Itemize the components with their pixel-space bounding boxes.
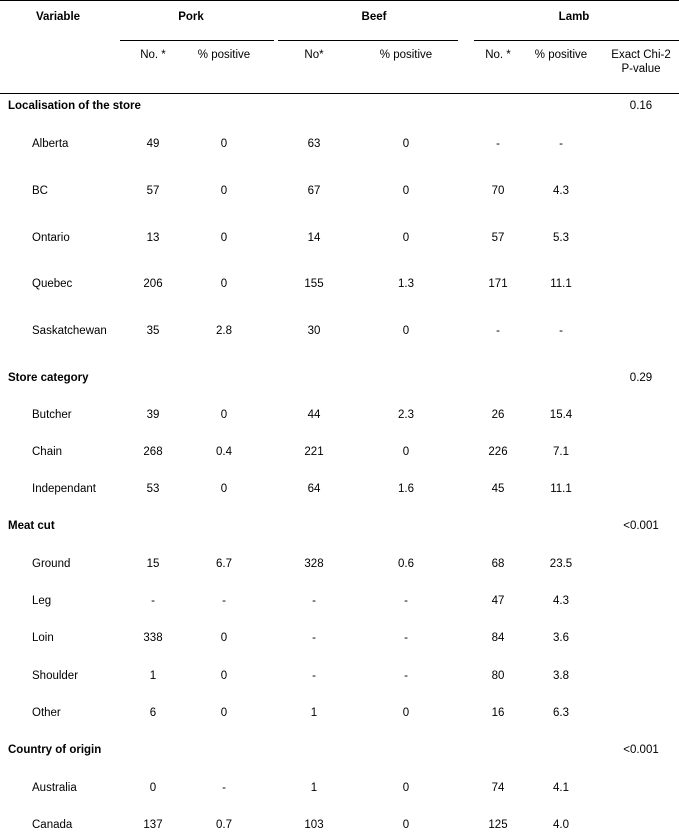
lamb-no-cell: 47 xyxy=(491,595,505,607)
section-pvalue: 0.16 xyxy=(629,100,653,112)
pork-no-cell: 57 xyxy=(146,185,160,197)
row-label: Independant xyxy=(32,483,96,495)
row-label: Butcher xyxy=(32,409,72,421)
lamb-pct-cell: 11.1 xyxy=(550,278,572,290)
beef-no-cell: 221 xyxy=(304,446,324,458)
beef-pct-cell: 0 xyxy=(402,325,410,337)
pork-no-cell: 1 xyxy=(149,670,157,682)
lamb-no-cell: 74 xyxy=(491,782,505,794)
row-label: Ontario xyxy=(32,232,70,244)
section-title: Meat cut xyxy=(8,520,55,532)
lamb-pct-cell: 3.8 xyxy=(553,670,569,682)
pork-no-cell: 137 xyxy=(143,819,163,831)
lamb-pct-cell: 23.5 xyxy=(549,558,573,570)
lamb-no-cell: 70 xyxy=(491,185,505,197)
lamb-pct-cell: 6.3 xyxy=(553,707,569,719)
pork-pct-cell: 0 xyxy=(220,232,228,244)
pork-no-cell: 6 xyxy=(149,707,157,719)
beef-pct-cell: 2.3 xyxy=(398,409,414,421)
lamb-pct-cell: 4.0 xyxy=(553,819,569,831)
lamb-no-cell: - xyxy=(496,325,500,337)
pork-pct-cell: 0 xyxy=(220,707,228,719)
beef-pct-cell: 0 xyxy=(402,138,410,150)
pork-no-cell: 13 xyxy=(146,232,160,244)
lamb-no-cell: 171 xyxy=(488,278,508,290)
beef-pct-cell: 0.6 xyxy=(398,558,414,570)
pork-pct-cell: - xyxy=(222,595,226,607)
pork-pct-header: % positive xyxy=(197,49,251,61)
beef-no-cell: 67 xyxy=(307,185,321,197)
lamb-no-cell: 68 xyxy=(491,558,505,570)
pork-no-cell: 15 xyxy=(146,558,160,570)
beef-pct-cell: 0 xyxy=(402,819,410,831)
beef-pct-header: % positive xyxy=(379,49,433,61)
beef-no-cell: 155 xyxy=(304,278,324,290)
section-title: Localisation of the store xyxy=(8,100,141,112)
lamb-pct-cell: 11.1 xyxy=(550,483,572,495)
pork-pct-cell: 0.7 xyxy=(216,819,232,831)
beef-pct-cell: 1.6 xyxy=(398,483,414,495)
pork-no-cell: 338 xyxy=(143,632,163,644)
section-pvalue: <0.001 xyxy=(623,520,659,532)
row-label: Loin xyxy=(32,632,54,644)
beef-no-cell: - xyxy=(312,670,316,682)
row-label: Leg xyxy=(32,595,52,607)
beef-no-cell: 103 xyxy=(304,819,324,831)
lamb-no-cell: 57 xyxy=(491,232,505,244)
lamb-pct-cell: 4.1 xyxy=(553,782,569,794)
beef-no-cell: 1 xyxy=(310,707,318,719)
beef-no-cell: 328 xyxy=(304,558,324,570)
lamb-no-cell: 45 xyxy=(491,483,505,495)
pork-pct-cell: 2.8 xyxy=(216,325,232,337)
beef-group-rule xyxy=(278,40,458,41)
lamb-pct-cell: 4.3 xyxy=(553,185,569,197)
lamb-pct-cell: - xyxy=(559,325,563,337)
lamb-no-header: No. * xyxy=(485,49,511,61)
row-label: BC xyxy=(32,185,48,197)
lamb-no-cell: 226 xyxy=(488,446,508,458)
row-label: Australia xyxy=(32,782,77,794)
lamb-pct-cell: 5.3 xyxy=(553,232,569,244)
header-bottom-rule xyxy=(0,93,679,94)
pork-no-cell: 0 xyxy=(149,782,157,794)
pork-pct-cell: 0 xyxy=(220,138,228,150)
pork-no-cell: 49 xyxy=(146,138,160,150)
lamb-pct-cell: 3.6 xyxy=(553,632,569,644)
lamb-no-cell: 26 xyxy=(491,409,505,421)
lamb-no-cell: 80 xyxy=(491,670,505,682)
lamb-no-cell: 84 xyxy=(491,632,505,644)
pork-no-cell: 53 xyxy=(146,483,160,495)
beef-pct-cell: - xyxy=(404,595,408,607)
variable-header: Variable xyxy=(35,11,81,23)
section-pvalue: 0.29 xyxy=(629,372,653,384)
lamb-pct-cell: 4.3 xyxy=(553,595,569,607)
pork-no-cell: 39 xyxy=(146,409,160,421)
pork-no-cell: 268 xyxy=(143,446,163,458)
pork-no-cell: 206 xyxy=(143,278,163,290)
row-label: Alberta xyxy=(32,138,69,150)
row-label: Saskatchewan xyxy=(32,325,107,337)
beef-pct-cell: 0 xyxy=(402,446,410,458)
row-label: Other xyxy=(32,707,61,719)
row-label: Quebec xyxy=(32,278,73,290)
pork-pct-cell: 0 xyxy=(220,632,228,644)
beef-pct-cell: 0 xyxy=(402,185,410,197)
lamb-group-rule xyxy=(474,40,679,41)
beef-header: Beef xyxy=(361,11,387,23)
lamb-pct-header: % positive xyxy=(534,49,588,61)
top-rule xyxy=(0,0,679,1)
beef-pct-cell: 1.3 xyxy=(398,278,414,290)
beef-pct-cell: 0 xyxy=(402,232,410,244)
row-label: Ground xyxy=(32,558,71,570)
beef-no-cell: - xyxy=(312,595,316,607)
section-pvalue: <0.001 xyxy=(623,744,659,756)
beef-no-cell: 1 xyxy=(310,782,318,794)
pork-header: Pork xyxy=(178,11,204,23)
row-label: Chain xyxy=(32,446,63,458)
section-title: Country of origin xyxy=(8,744,102,756)
row-label: Shoulder xyxy=(32,670,79,682)
beef-no-header: No* xyxy=(304,49,324,61)
section-title: Store category xyxy=(8,372,89,384)
beef-pct-cell: - xyxy=(404,632,408,644)
pvalue-header: Exact Chi-2 P-value xyxy=(611,49,671,75)
pork-pct-cell: 0.4 xyxy=(216,446,232,458)
pork-no-cell: 35 xyxy=(146,325,160,337)
pork-pct-cell: 0 xyxy=(220,483,228,495)
lamb-no-cell: - xyxy=(496,138,500,150)
lamb-no-cell: 125 xyxy=(488,819,508,831)
row-label: Canada xyxy=(32,819,73,831)
lamb-pct-cell: 15.4 xyxy=(549,409,573,421)
pork-pct-cell: 6.7 xyxy=(216,558,232,570)
beef-no-cell: 14 xyxy=(307,232,321,244)
beef-no-cell: 64 xyxy=(307,483,321,495)
lamb-header: Lamb xyxy=(558,11,590,23)
beef-pct-cell: - xyxy=(404,670,408,682)
beef-no-cell: 44 xyxy=(307,409,321,421)
pork-no-header: No. * xyxy=(140,49,166,61)
pork-pct-cell: 0 xyxy=(220,185,228,197)
lamb-no-cell: 16 xyxy=(491,707,505,719)
beef-pct-cell: 0 xyxy=(402,707,410,719)
pork-pct-cell: 0 xyxy=(220,670,228,682)
pork-group-rule xyxy=(120,40,274,41)
pork-pct-cell: 0 xyxy=(220,409,228,421)
pork-pct-cell: - xyxy=(222,782,226,794)
beef-no-cell: 30 xyxy=(307,325,321,337)
beef-no-cell: 63 xyxy=(307,138,321,150)
lamb-pct-cell: - xyxy=(559,138,563,150)
beef-no-cell: - xyxy=(312,632,316,644)
pork-pct-cell: 0 xyxy=(220,278,228,290)
beef-pct-cell: 0 xyxy=(402,782,410,794)
lamb-pct-cell: 7.1 xyxy=(553,446,569,458)
pork-no-cell: - xyxy=(151,595,155,607)
